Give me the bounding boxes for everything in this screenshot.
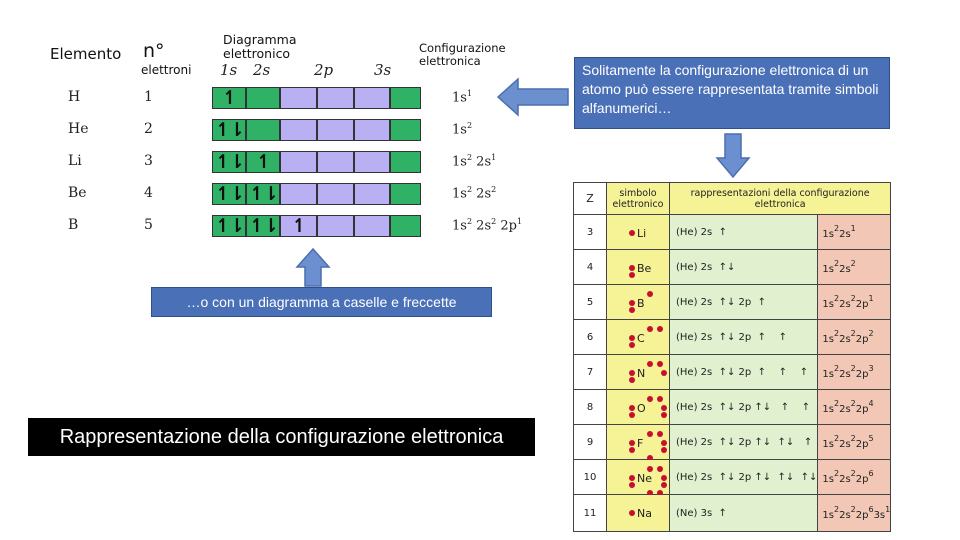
config-exponent: 1 [850, 224, 856, 233]
valence-electron-dot [629, 342, 635, 348]
lewis-symbol-cell [607, 355, 670, 390]
config-orbital: 1s [822, 510, 834, 521]
header-orbital-2s: 2s [253, 61, 271, 79]
config-exponent: 2 [833, 259, 840, 268]
config-exponent: 1 [491, 153, 497, 162]
header-diagramma: Diagramma elettronico [223, 32, 297, 61]
orbital-box [317, 119, 354, 141]
orbital-box [390, 183, 421, 205]
config-exponent: 1 [868, 294, 874, 303]
valence-electron-dot [629, 482, 635, 488]
orbital-representation: (He) 2s ↑↓ 2p ↑ ↑ ↑ [670, 355, 818, 390]
up-arrow-icon [296, 249, 330, 287]
orbital-representation: (He) 2s ↑↓ 2p ↑ ↑ [670, 320, 818, 355]
atomic-number: 11 [574, 495, 607, 532]
config-notation [452, 89, 472, 105]
orbital-box [354, 87, 390, 109]
orbital-box [317, 183, 354, 205]
config-orbital: 2p [855, 299, 869, 310]
config-exponent: 2 [491, 185, 497, 194]
element-symbol: B [637, 297, 645, 310]
table-row [574, 285, 891, 320]
config-orbital: 2p [855, 369, 869, 380]
config-notation [818, 355, 891, 390]
config-orbital: 1s [452, 186, 467, 202]
header-configurazione: Configurazione elettronica [419, 41, 506, 68]
config-exponent: 2 [833, 399, 840, 408]
valence-electron-dot [629, 230, 635, 236]
orbital-box [246, 215, 280, 237]
config-orbital: 1s [452, 122, 467, 138]
config-orbital: 1s [822, 474, 834, 485]
config-notation [818, 250, 891, 285]
orbital-representation: (He) 2s ↑↓ 2p ↑↓ ↑↓ ↑↓ [670, 460, 818, 495]
orbital-box [280, 183, 317, 205]
electron-count: 4 [144, 185, 153, 201]
element-symbol: H [68, 89, 81, 105]
left-arrow-icon [498, 79, 570, 115]
element-symbol: Li [68, 153, 82, 169]
lewis-symbol-cell [607, 320, 670, 355]
orbital-box [246, 87, 280, 109]
config-orbital: 1s [822, 334, 834, 345]
config-exponent: 2 [833, 329, 840, 338]
orbital-box [317, 87, 354, 109]
config-orbital: 1s [822, 229, 834, 240]
valence-electron-dot [647, 396, 653, 402]
lewis-symbol-cell [607, 460, 670, 495]
config-exponent: 6 [868, 469, 874, 478]
orbital-representation: (He) 2s ↑↓ 2p ↑ [670, 285, 818, 320]
valence-electron-dot [629, 377, 635, 383]
config-orbital: 2p [855, 510, 869, 521]
config-orbital: 2s [839, 264, 851, 275]
config-orbital: 2s [839, 510, 851, 521]
table-row [574, 355, 891, 390]
valence-electron-dot [657, 361, 663, 367]
config-notation [818, 215, 891, 250]
orbital-box [354, 151, 390, 173]
config-notation [818, 320, 891, 355]
config-notation [818, 425, 891, 460]
config-exponent: 2 [466, 121, 473, 130]
element-symbol: B [68, 217, 79, 233]
config-orbital: 1s [452, 154, 467, 170]
callout-box-diagram: …o con un diagramma a caselle e freccette [151, 287, 492, 317]
orbital-representation: (He) 2s ↑↓ 2p ↑↓ ↑↓ ↑ [670, 425, 818, 460]
slide-title: Rappresentazione della configurazione elettronica [28, 418, 535, 456]
config-exponent: 1 [516, 217, 523, 226]
valence-electron-dot [657, 396, 663, 402]
valence-electron-dot [661, 482, 667, 488]
valence-electron-dot [647, 431, 653, 437]
config-exponent: 2 [466, 217, 473, 226]
valence-electron-dot [629, 265, 635, 271]
table-header-z: Z [574, 183, 607, 215]
valence-electron-dot [647, 326, 653, 332]
valence-electron-dot [629, 335, 635, 341]
valence-electron-dot [647, 291, 653, 297]
spin-arrows: ↿⇂ [249, 183, 277, 205]
config-exponent: 2 [833, 364, 840, 373]
config-exponent: 3 [868, 364, 874, 373]
spin-arrows: ↿⇂ [215, 119, 243, 141]
table-header-simbolo: simbolo elettronico [607, 183, 670, 215]
orbital-box [390, 215, 421, 237]
electron-count: 2 [144, 121, 153, 137]
valence-electron-dot [661, 370, 667, 376]
config-orbital: 3s [873, 510, 886, 521]
electron-count: 1 [144, 89, 153, 105]
config-exponent: 2 [850, 294, 856, 303]
config-orbital: 2p [496, 218, 517, 234]
electron-count: 3 [144, 153, 153, 169]
valence-electron-dot [629, 370, 635, 376]
config-exponent: 4 [868, 399, 874, 408]
valence-electron-dot [657, 431, 663, 437]
orbital-box [317, 151, 354, 173]
atomic-number: 7 [574, 355, 607, 390]
atomic-number: 10 [574, 460, 607, 495]
config-orbital: 1s [822, 404, 834, 415]
header-n: n° [143, 40, 165, 62]
valence-electron-dot [657, 326, 663, 332]
valence-electron-dot [647, 361, 653, 367]
table-row [574, 495, 891, 532]
config-orbital: 1s [822, 439, 834, 450]
lewis-symbol-cell [607, 425, 670, 460]
config-exponent: 2 [491, 217, 497, 226]
valence-electron-dot [629, 412, 635, 418]
config-exponent: 2 [850, 505, 856, 514]
config-notation [452, 153, 496, 169]
orbital-representation: (He) 2s ↑ [670, 215, 818, 250]
config-orbital: 2p [855, 439, 869, 450]
config-orbital: 2s [839, 439, 851, 450]
config-exponent: 2 [850, 469, 856, 478]
header-elemento: Elemento [50, 45, 122, 63]
orbital-box [354, 183, 390, 205]
table-row [574, 460, 891, 495]
orbital-representation: (He) 2s ↑↓ 2p ↑↓ ↑ ↑ [670, 390, 818, 425]
config-exponent: 2 [850, 434, 856, 443]
valence-electron-dot [629, 307, 635, 313]
config-notation [818, 390, 891, 425]
config-orbital: 2s [839, 369, 851, 380]
spin-arrows: ↿⇂ [215, 151, 243, 173]
config-notation [818, 460, 891, 495]
config-orbital: 2p [855, 334, 869, 345]
table-row [574, 425, 891, 460]
config-orbital: 2s [472, 186, 492, 202]
valence-electron-dot [629, 440, 635, 446]
valence-electron-dot [629, 300, 635, 306]
atomic-number: 3 [574, 215, 607, 250]
config-exponent: 2 [833, 469, 840, 478]
lewis-symbol-cell [607, 250, 670, 285]
config-notation [452, 217, 522, 233]
config-exponent: 2 [466, 185, 473, 194]
element-symbol: Be [637, 262, 652, 275]
header-orbital-2p: 2p [314, 61, 334, 79]
valence-electron-dot [647, 466, 653, 472]
config-exponent: 2 [850, 329, 856, 338]
orbital-box [390, 151, 421, 173]
config-exponent: 6 [868, 505, 874, 514]
config-orbital: 2s [472, 154, 492, 170]
element-symbol: Ne [637, 472, 652, 485]
atomic-number: 9 [574, 425, 607, 460]
config-orbital: 1s [452, 90, 467, 106]
electron-configuration-table [573, 182, 891, 532]
orbital-box-diagram [48, 28, 538, 248]
config-orbital: 2s [839, 404, 851, 415]
atomic-number: 5 [574, 285, 607, 320]
config-orbital: 2s [839, 229, 851, 240]
config-exponent: 1 [885, 505, 891, 514]
element-symbol: N [637, 367, 646, 380]
header-elettroni: elettroni [141, 63, 192, 77]
config-orbital: 1s [822, 299, 834, 310]
orbital-box [246, 183, 280, 205]
table-row [574, 250, 891, 285]
orbital-representation: (Ne) 3s ↑ [670, 495, 818, 532]
orbital-box [246, 151, 280, 173]
table-row [574, 215, 891, 250]
element-symbol: Be [68, 185, 87, 201]
config-orbital: 2s [472, 218, 492, 234]
config-exponent: 5 [868, 434, 874, 443]
table-header-rappresentazioni: rappresentazioni della configurazione elettronica [670, 183, 891, 215]
config-exponent: 2 [833, 434, 840, 443]
orbital-box [212, 215, 246, 237]
orbital-box [280, 119, 317, 141]
config-orbital: 2s [839, 334, 851, 345]
orbital-box [390, 87, 421, 109]
config-orbital: 2s [839, 299, 851, 310]
table-row [574, 390, 891, 425]
valence-electron-dot [661, 405, 667, 411]
valence-electron-dot [661, 440, 667, 446]
electron-count: 5 [144, 217, 153, 233]
spin-arrows: ↿⇂ [215, 215, 243, 237]
orbital-box [212, 183, 246, 205]
orbital-box [354, 215, 390, 237]
config-exponent: 2 [833, 505, 840, 514]
element-symbol: Li [637, 227, 647, 240]
orbital-representation: (He) 2s ↑↓ [670, 250, 818, 285]
config-orbital: 1s [822, 369, 834, 380]
orbital-box [280, 151, 317, 173]
spin-arrows: ↿ [291, 215, 306, 237]
valence-electron-dot [661, 412, 667, 418]
orbital-box [280, 87, 317, 109]
config-orbital: 1s [452, 218, 467, 234]
config-exponent: 2 [833, 224, 840, 233]
config-exponent: 1 [466, 89, 473, 98]
config-exponent: 2 [833, 294, 840, 303]
config-notation [452, 185, 496, 201]
lewis-symbol-cell [607, 495, 670, 532]
config-exponent: 2 [868, 329, 874, 338]
config-orbital: 2p [855, 404, 869, 415]
header-orbital-1s: 1s [220, 61, 238, 79]
element-symbol: C [637, 332, 645, 345]
orbital-box [246, 119, 280, 141]
config-exponent: 2 [466, 153, 473, 162]
orbital-box [212, 87, 246, 109]
config-orbital: 1s [822, 264, 834, 275]
element-symbol: F [637, 437, 644, 450]
orbital-box [317, 215, 354, 237]
callout-alphanumeric: Solitamente la configurazione elettronica di un atomo può essere rappresentata tramite simboli alfanumerici… [574, 57, 890, 129]
valence-electron-dot [657, 466, 663, 472]
element-symbol: He [68, 121, 89, 137]
orbital-box [390, 119, 421, 141]
config-notation [818, 285, 891, 320]
down-arrow-icon [716, 134, 750, 178]
orbital-box [280, 215, 317, 237]
atomic-number: 4 [574, 250, 607, 285]
element-symbol: O [637, 402, 646, 415]
orbital-box [354, 119, 390, 141]
valence-electron-dot [661, 475, 667, 481]
header-orbital-3s: 3s [374, 61, 392, 79]
config-orbital: 2s [839, 474, 851, 485]
spin-arrows: ↿⇂ [249, 215, 277, 237]
spin-arrows: ↿ [222, 87, 236, 109]
orbital-box [212, 119, 246, 141]
table-row [574, 320, 891, 355]
atomic-number: 6 [574, 320, 607, 355]
config-exponent: 2 [850, 259, 856, 268]
config-exponent: 2 [850, 364, 856, 373]
config-notation [452, 121, 472, 137]
valence-electron-dot [661, 447, 667, 453]
spin-arrows: ↿⇂ [215, 183, 243, 205]
lewis-symbol-cell [607, 215, 670, 250]
config-exponent: 2 [850, 399, 856, 408]
valence-electron-dot [629, 272, 635, 278]
config-orbital: 2p [855, 474, 869, 485]
lewis-symbol-cell [607, 285, 670, 320]
element-symbol: Na [637, 507, 652, 520]
lewis-symbol-cell [607, 390, 670, 425]
valence-electron-dot [629, 510, 635, 516]
spin-arrows: ↿ [256, 151, 270, 173]
valence-electron-dot [629, 405, 635, 411]
valence-electron-dot [629, 447, 635, 453]
config-notation [818, 495, 891, 532]
orbital-box [212, 151, 246, 173]
atomic-number: 8 [574, 390, 607, 425]
valence-electron-dot [629, 475, 635, 481]
